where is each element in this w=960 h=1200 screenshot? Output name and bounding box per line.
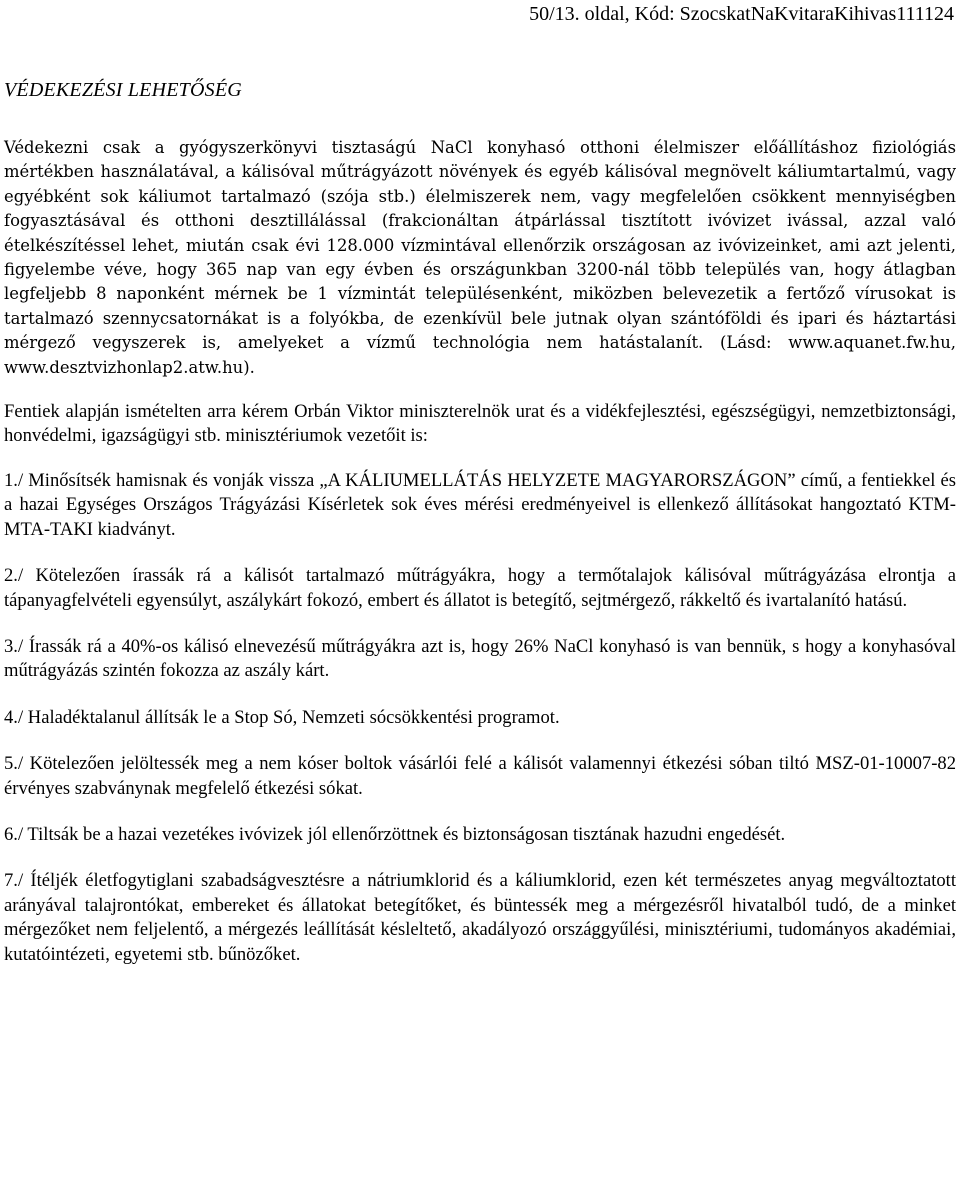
paragraph-protection-intro: Védekezni csak a gyógyszerkönyvi tisztaságú NaCl konyhasó otthoni élelmiszer előállításhoz fiziológiás mértékben használatával, a kálisóval műtrágyázott növények és egyéb kálisóval megnövelt káliumtartalmú, vagy egyébként sok káliumot tartalmazó (szója stb.) élelmiszerek nem, vagy megfelelően csökkent mennyiségben fogyasztásával és otthoni desztillálással (frakcionáltan átpárlással tisztított ivóvizet ivással, azzal való ételkészítéssel lehet, miután csak évi 128.000 vízmintával ellenőrzik országosan az ivóvizeinket, ami azt jelenti, figyelembe véve, hogy 365 nap van egy évben és országunkban 3200-nál több település van, hogy átlagban legfeljebb 8 naponként mérnek be 1 vízmintát településenként, miközben belevezetik a fertőző vírusokat is tartalmazó szennycsatornákat is a folyókba, de ezenkívül bele jutnak olyan szántóföldi és ipari és háztartási mérgező vegyszerek is, amelyeket a vízmű technológia nem hatástalanít. (Lásd: www.aquanet.fw.hu, www.desztvizhonlap2.atw.hu). <box>4 138 956 377</box>
demand-item-3: 3./ Írassák rá a 40%-os kálisó elnevezésű műtrágyákra azt is, hogy 26% NaCl konyhasó is van bennük, s hogy a konyhasóval műtrágyázás szintén fokozza az aszály kárt. <box>4 635 956 682</box>
demand-item-2: 2./ Kötelezően írassák rá a kálisót tartalmazó műtrágyákra, hogy a termőtalajok kálisóval műtrágyázása elrontja a tápanyagfelvételi egyensúlyt, aszálykárt fokozó, embert és állatot is betegítő, sejtmérgező, rákkeltő és ivartalanító hatású. <box>4 565 956 611</box>
demand-item-1: 1./ Minősítsék hamisnak és vonják vissza „A KÁLIUMELLÁTÁS HELYZETE MAGYARORSZÁGON” című, a fentiekkel és a hazai Egységes Országos Trágyázási Kísérletek sok éves mérési eredményeivel is ellenkező állításokat hangoztató KTM-MTA-TAKI kiadványt. <box>4 469 956 540</box>
demand-item-6: 6./ Tiltsák be a hazai vezetékes ivóvizek jól ellenőrzöttnek és biztonságosan tisztának hazudni engedését. <box>4 823 786 845</box>
paragraph-request: Fentiek alapján ismételten arra kérem Orbán Viktor miniszterelnök urat és a vidékfejlesztési, egészségügyi, nemzetbiztonsági, honvédelmi, igazságügyi stb. minisztériumok vezetőit is: <box>4 401 956 447</box>
section-title: VÉDEKEZÉSI LEHETŐSÉG <box>4 79 242 101</box>
document-body <box>4 136 956 989</box>
demand-item-5: 5./ Kötelezően jelöltessék meg a nem kóser boltok vásárlói felé a kálisót valamennyi étkezési sóban tiltó MSZ-01-10007-82 érvényes szabványnak megfelelő étkezési sókat. <box>4 753 956 799</box>
demand-item-4: 4./ Haladéktalanul állítsák le a Stop Só, Nemzeti sócsökkentési programot. <box>4 706 560 728</box>
page-header: 50/13. oldal, Kód: SzocskatNaKvitaraKihivas111124 <box>529 3 954 25</box>
demand-item-7: 7./ Ítéljék életfogytiglani szabadságvesztésre a nátriumklorid és a káliumklorid, ezen két természetes anyag megváltoztatott arányával talajrontókat, embereket és állatokat betegítőket, és büntessék meg a mérgezésről hivatalból tudó, de a minket mérgezőket nem feljelentő, a mérgezés leállítását késleltető, akadályozó országgyűlési, minisztériumi, tudományos akadémiai, kutatóintézeti, egyetemi stb. bűnözőket. <box>4 870 956 965</box>
